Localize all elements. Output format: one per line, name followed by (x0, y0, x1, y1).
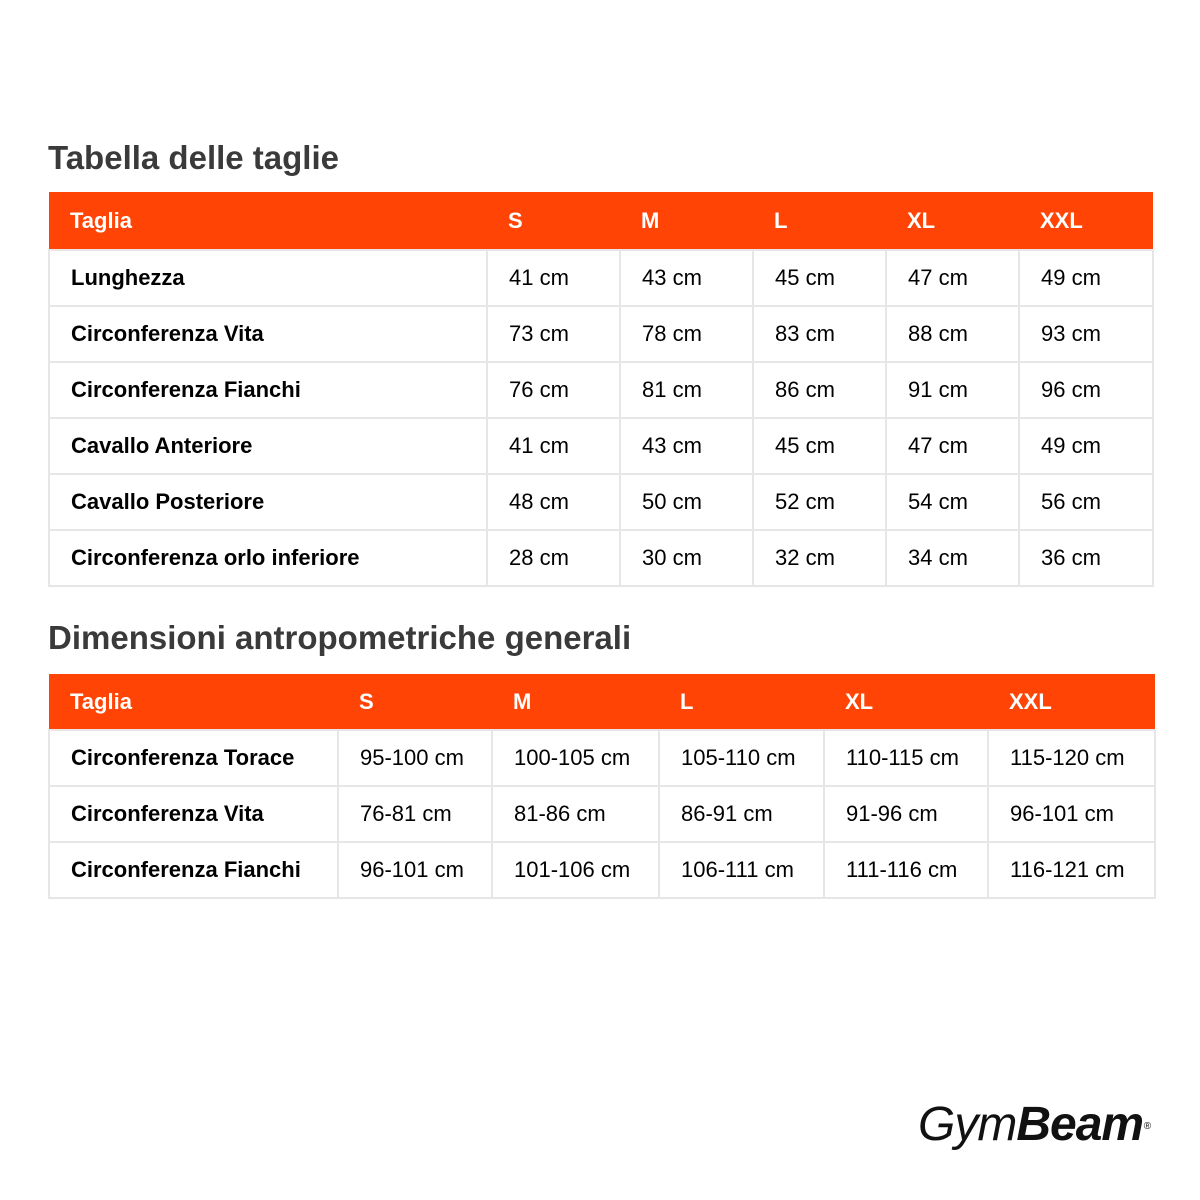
table-row (49, 418, 1153, 474)
logo-text-gym: Gym (918, 1098, 1017, 1151)
header-cell-s: S (338, 674, 492, 730)
table-cell: 88 cm (886, 306, 1019, 362)
table-cell: 96-101 cm (338, 842, 492, 898)
table-cell: 36 cm (1019, 530, 1153, 586)
header-cell-s: S (487, 192, 620, 250)
table-cell: 43 cm (620, 250, 753, 306)
table-cell: 28 cm (487, 530, 620, 586)
header-cell-xl: XL (886, 192, 1019, 250)
table-cell: 86-91 cm (659, 786, 824, 842)
table-cell: 106-111 cm (659, 842, 824, 898)
table-cell: 34 cm (886, 530, 1019, 586)
table-cell: 50 cm (620, 474, 753, 530)
table-header-row (49, 192, 1153, 250)
table-row (49, 362, 1153, 418)
table-header-row (49, 674, 1155, 730)
header-cell-xl: XL (824, 674, 988, 730)
anthropometric-table (48, 674, 1156, 899)
table-cell: 49 cm (1019, 418, 1153, 474)
row-label: Lunghezza (49, 250, 487, 306)
table-cell: 111-116 cm (824, 842, 988, 898)
table-cell: 41 cm (487, 250, 620, 306)
row-label: Circonferenza Torace (49, 730, 338, 786)
header-cell-l: L (753, 192, 886, 250)
anthropometric-title: Dimensioni antropometriche generali (48, 619, 632, 656)
table-cell: 83 cm (753, 306, 886, 362)
table-cell: 30 cm (620, 530, 753, 586)
logo-text-beam: Beam (1016, 1098, 1144, 1151)
table-cell: 54 cm (886, 474, 1019, 530)
row-label: Circonferenza Fianchi (49, 842, 338, 898)
table-cell: 45 cm (753, 418, 886, 474)
table-row (49, 530, 1153, 586)
header-cell-size: Taglia (49, 674, 338, 730)
table-cell: 86 cm (753, 362, 886, 418)
table-cell: 78 cm (620, 306, 753, 362)
header-cell-m: M (492, 674, 659, 730)
table-cell: 47 cm (886, 418, 1019, 474)
table-cell: 49 cm (1019, 250, 1153, 306)
table-row (49, 306, 1153, 362)
table-cell: 93 cm (1019, 306, 1153, 362)
table-cell: 96-101 cm (988, 786, 1155, 842)
row-label: Circonferenza orlo inferiore (49, 530, 487, 586)
table-row (49, 786, 1155, 842)
header-cell-xxl: XXL (1019, 192, 1153, 250)
gymbeam-logo (918, 1097, 1152, 1153)
registered-mark: ® (1143, 1121, 1152, 1132)
row-label: Circonferenza Fianchi (49, 362, 487, 418)
header-cell-xxl: XXL (988, 674, 1155, 730)
table-cell: 116-121 cm (988, 842, 1155, 898)
table-cell: 105-110 cm (659, 730, 824, 786)
table-row (49, 842, 1155, 898)
table-cell: 81-86 cm (492, 786, 659, 842)
row-label: Circonferenza Vita (49, 306, 487, 362)
table-cell: 81 cm (620, 362, 753, 418)
table-cell: 115-120 cm (988, 730, 1155, 786)
row-label: Cavallo Anteriore (49, 418, 487, 474)
table-cell: 101-106 cm (492, 842, 659, 898)
table-row (49, 474, 1153, 530)
header-cell-m: M (620, 192, 753, 250)
table-cell: 43 cm (620, 418, 753, 474)
size-chart-table (48, 192, 1154, 587)
table-cell: 96 cm (1019, 362, 1153, 418)
table-cell: 41 cm (487, 418, 620, 474)
table-cell: 32 cm (753, 530, 886, 586)
row-label: Circonferenza Vita (49, 786, 338, 842)
table-cell: 91-96 cm (824, 786, 988, 842)
header-cell-l: L (659, 674, 824, 730)
size-chart-title: Tabella delle taglie (48, 139, 339, 176)
table-cell: 48 cm (487, 474, 620, 530)
table-cell: 45 cm (753, 250, 886, 306)
table-cell: 47 cm (886, 250, 1019, 306)
table-cell: 76-81 cm (338, 786, 492, 842)
table-cell: 56 cm (1019, 474, 1153, 530)
table-cell: 110-115 cm (824, 730, 988, 786)
row-label: Cavallo Posteriore (49, 474, 487, 530)
table-cell: 76 cm (487, 362, 620, 418)
table-cell: 73 cm (487, 306, 620, 362)
table-row (49, 250, 1153, 306)
header-cell-size: Taglia (49, 192, 487, 250)
table-cell: 95-100 cm (338, 730, 492, 786)
table-cell: 91 cm (886, 362, 1019, 418)
table-cell: 100-105 cm (492, 730, 659, 786)
table-cell: 52 cm (753, 474, 886, 530)
table-row (49, 730, 1155, 786)
